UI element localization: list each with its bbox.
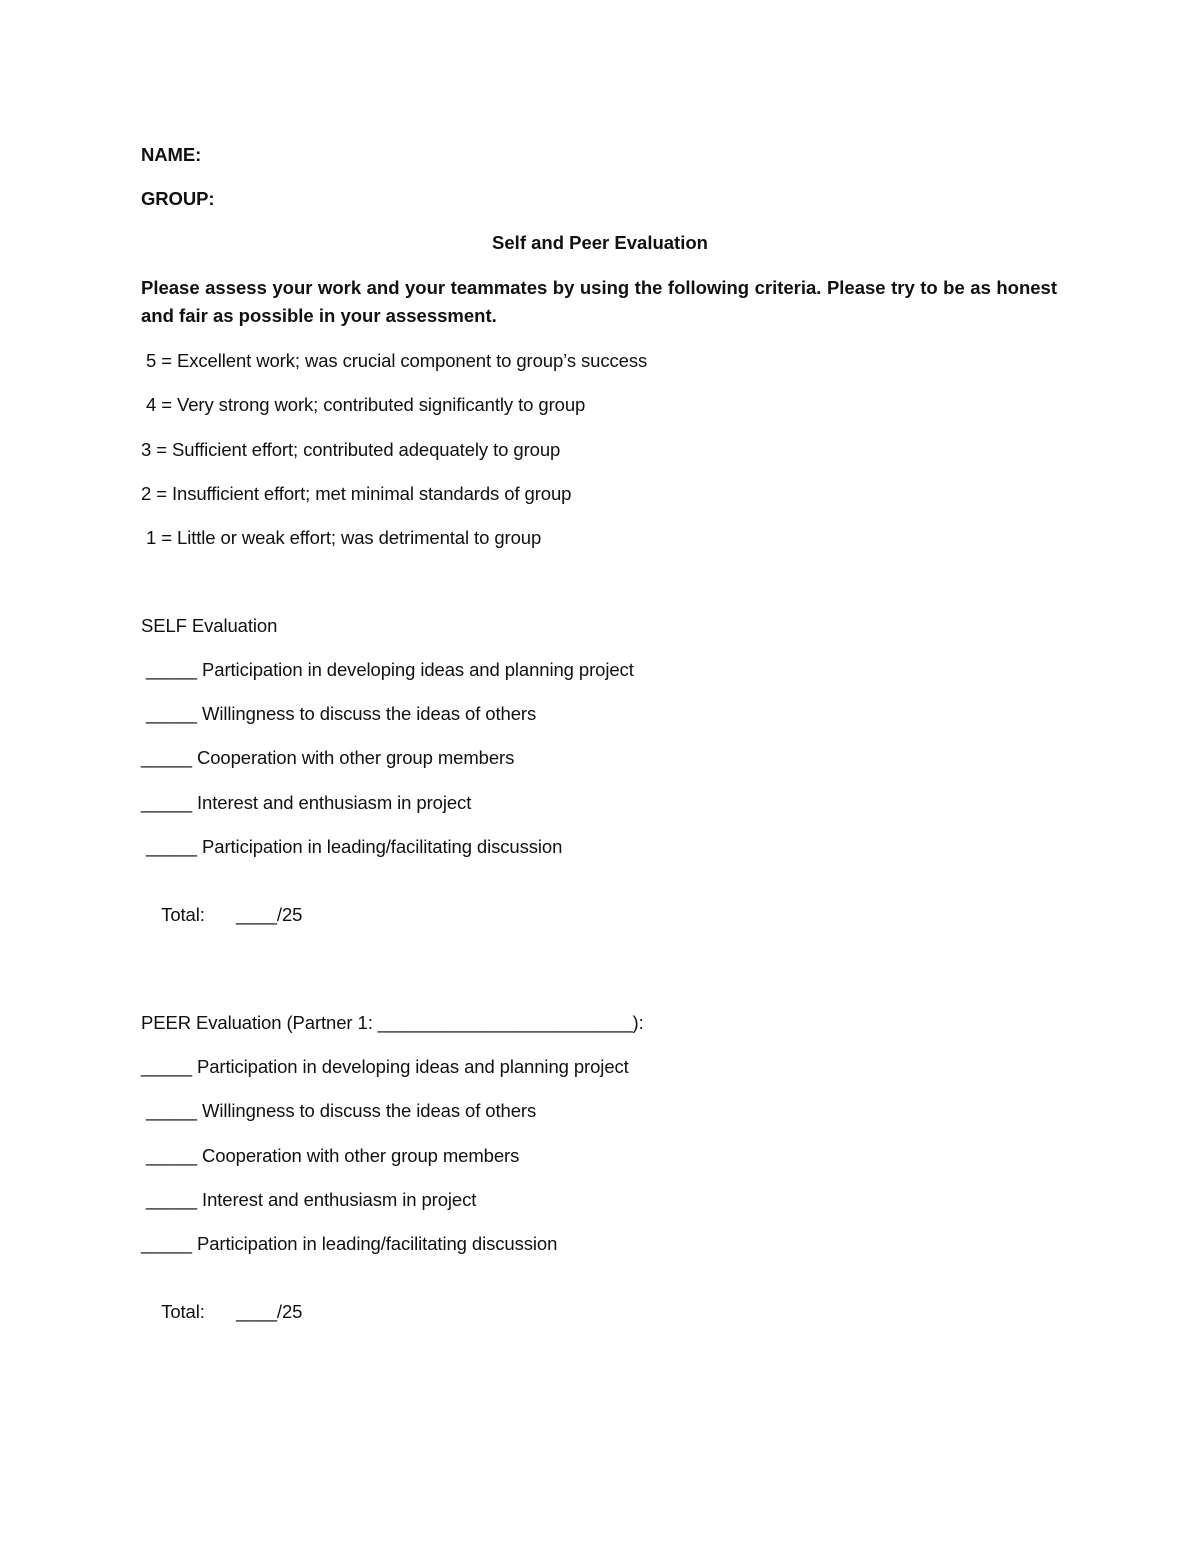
self-item-willingness: _____ Willingness to discuss the ideas of others bbox=[141, 703, 537, 724]
scale-item-1: 1 = Little or weak effort; was detrimental to group bbox=[141, 527, 542, 548]
peer-total bbox=[141, 1276, 302, 1348]
instructions-paragraph: Please assess your work and your teammates by using the following criteria. Please try to be as honest and fair as possible in your assessment. bbox=[141, 277, 1057, 326]
peer-item-leading: _____ Participation in leading/facilitating discussion bbox=[141, 1233, 558, 1254]
peer-evaluation-heading: PEER Evaluation (Partner 1: _________________________): bbox=[141, 1012, 644, 1033]
peer-total-label: Total: bbox=[161, 1301, 205, 1322]
scale-item-3: 3 = Sufficient effort; contributed adequately to group bbox=[141, 439, 561, 460]
self-item-cooperation: _____ Cooperation with other group members bbox=[141, 747, 515, 768]
self-total bbox=[141, 879, 302, 951]
peer-total-value: ____/25 bbox=[236, 1301, 303, 1322]
scale-item-4: 4 = Very strong work; contributed significantly to group bbox=[141, 394, 586, 415]
peer-item-cooperation: _____ Cooperation with other group members bbox=[141, 1145, 520, 1166]
self-evaluation-heading: SELF Evaluation bbox=[141, 615, 278, 636]
peer-item-interest: _____ Interest and enthusiasm in project bbox=[141, 1189, 477, 1210]
group-label: GROUP: bbox=[141, 188, 215, 209]
self-item-leading: _____ Participation in leading/facilitating discussion bbox=[141, 836, 563, 857]
peer-item-participation: _____ Participation in developing ideas and planning project bbox=[141, 1056, 629, 1077]
scale-item-2: 2 = Insufficient effort; met minimal standards of group bbox=[141, 483, 572, 504]
name-label: NAME: bbox=[141, 144, 202, 165]
document-title: Self and Peer Evaluation bbox=[492, 232, 708, 253]
scale-item-5: 5 = Excellent work; was crucial component to group’s success bbox=[141, 350, 648, 371]
self-total-value: ____/25 bbox=[236, 904, 303, 925]
self-total-label: Total: bbox=[161, 904, 205, 925]
self-item-interest: _____ Interest and enthusiasm in project bbox=[141, 792, 472, 813]
peer-item-willingness: _____ Willingness to discuss the ideas of others bbox=[141, 1100, 537, 1121]
self-item-participation: _____ Participation in developing ideas and planning project bbox=[141, 659, 634, 680]
